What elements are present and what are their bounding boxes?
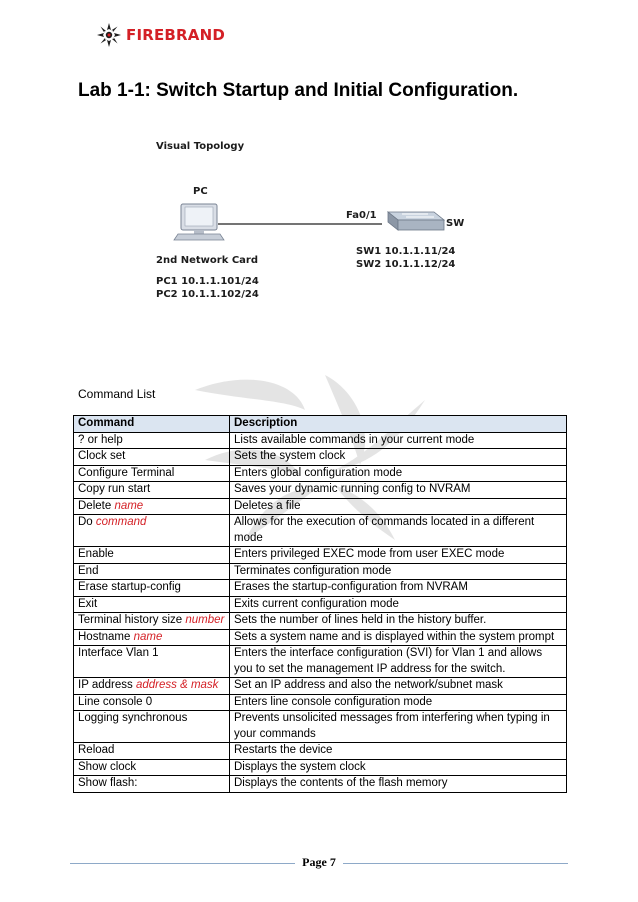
page-footer	[70, 855, 568, 871]
command-text: Copy run start	[78, 483, 151, 495]
port-label: Fa0/1	[346, 210, 377, 221]
command-cell	[74, 743, 230, 760]
table-row	[74, 498, 567, 515]
table-row	[74, 743, 567, 760]
command-text: End	[78, 564, 99, 577]
command-text: Show flash:	[78, 777, 138, 789]
command-text: Logging synchronous	[78, 712, 188, 724]
pc-label: PC	[193, 186, 208, 197]
command-text: ? or help	[78, 433, 123, 446]
command-cell	[74, 613, 230, 630]
pc1-address: PC1 10.1.1.101/24	[156, 276, 259, 287]
firebrand-logo	[96, 22, 225, 48]
description-cell: Enters line console configuration mode	[230, 694, 567, 711]
visual-topology-diagram	[150, 134, 480, 309]
command-text: Terminal history size	[78, 614, 186, 626]
description-cell: Terminates configuration mode	[230, 563, 567, 580]
table-row	[74, 711, 567, 743]
command-cell	[74, 629, 230, 646]
table-body	[74, 432, 567, 792]
table-row	[74, 547, 567, 564]
table-row	[74, 432, 567, 449]
command-cell	[74, 449, 230, 466]
command-cell	[74, 646, 230, 678]
command-text: Erase startup-config	[78, 581, 181, 593]
command-argument: number	[185, 614, 225, 626]
command-text: Line console 0	[78, 695, 153, 708]
table-caption: Command List	[78, 387, 156, 401]
command-cell	[74, 694, 230, 711]
command-text: Delete	[78, 499, 115, 512]
description-cell: Set an IP address and also the network/subnet mask	[230, 678, 567, 695]
table-row	[74, 449, 567, 466]
description-cell: Enters privileged EXEC mode from user EXEC mode	[230, 547, 567, 564]
table-row	[74, 515, 567, 547]
table-row	[74, 482, 567, 499]
command-argument: name	[114, 499, 144, 512]
command-cell	[74, 596, 230, 613]
table-row	[74, 678, 567, 695]
description-cell: Prevents unsolicited messages from interfering when typing in your commands	[230, 711, 567, 743]
description-cell: Displays the contents of the flash memory	[230, 776, 567, 793]
description-cell: Restarts the device	[230, 743, 567, 760]
description-cell: Deletes a file	[230, 498, 567, 515]
page-number: Page 7	[302, 855, 336, 869]
description-cell: Sets a system name and is displayed within the system prompt	[230, 629, 567, 646]
column-header-description: Description	[230, 416, 567, 433]
command-cell	[74, 563, 230, 580]
command-cell	[74, 678, 230, 695]
column-header-command: Command	[74, 416, 230, 433]
command-cell	[74, 776, 230, 793]
table-row	[74, 596, 567, 613]
firebrand-emblem-icon	[96, 22, 122, 48]
description-cell: Enters the interface configuration (SVI) for Vlan 1 and allows you to set the management IP address for the switch.	[230, 646, 567, 678]
command-text: Hostname	[78, 630, 134, 643]
description-cell: Erases the startup-configuration from NVRAM	[230, 580, 567, 597]
table-row	[74, 465, 567, 482]
command-cell	[74, 465, 230, 482]
command-cell	[74, 580, 230, 597]
table-row	[74, 759, 567, 776]
table-row	[74, 694, 567, 711]
description-cell: Exits current configuration mode	[230, 596, 567, 613]
command-argument: address & mask	[135, 679, 219, 691]
command-text: Show clock	[78, 760, 137, 773]
command-text: Exit	[78, 597, 98, 610]
footer-rule-right	[343, 863, 568, 864]
description-cell: Enters global configuration mode	[230, 465, 567, 482]
command-argument: name	[133, 630, 163, 643]
table-row	[74, 563, 567, 580]
topology-heading: Visual Topology	[156, 141, 245, 152]
command-table	[73, 415, 567, 793]
logo-text: FIREBRAND	[126, 26, 226, 44]
command-cell	[74, 515, 230, 547]
pc-icon	[174, 204, 224, 240]
command-text: IP address	[78, 679, 136, 691]
command-text: Clock set	[78, 450, 126, 462]
command-argument: command	[95, 516, 147, 528]
table-row	[74, 613, 567, 630]
switch-icon	[388, 212, 444, 230]
command-cell	[74, 482, 230, 499]
table-row	[74, 776, 567, 793]
description-cell: Lists available commands in your current mode	[230, 432, 567, 449]
description-cell: Sets the system clock	[230, 449, 567, 466]
sw2-address: SW2 10.1.1.12/24	[356, 259, 456, 270]
command-cell	[74, 498, 230, 515]
description-cell: Saves your dynamic running config to NVRAM	[230, 482, 567, 499]
command-text: Configure Terminal	[78, 466, 175, 479]
command-cell	[74, 432, 230, 449]
switch-label: SW	[446, 218, 465, 229]
command-text: Do	[78, 516, 96, 528]
pc2-address: PC2 10.1.1.102/24	[156, 289, 259, 300]
command-cell	[74, 711, 230, 743]
page-title: Lab 1-1: Switch Startup and Initial Configuration.	[78, 80, 519, 101]
command-text: Interface Vlan 1	[78, 647, 159, 659]
description-cell: Sets the number of lines held in the history buffer.	[230, 613, 567, 630]
description-cell: Displays the system clock	[230, 759, 567, 776]
command-text: Reload	[78, 744, 115, 756]
table-row	[74, 646, 567, 678]
nic-label: 2nd Network Card	[156, 255, 258, 266]
command-cell	[74, 547, 230, 564]
sw1-address: SW1 10.1.1.11/24	[356, 246, 456, 257]
description-cell: Allows for the execution of commands located in a different mode	[230, 515, 567, 547]
table-row	[74, 629, 567, 646]
table-header-row	[74, 416, 567, 433]
command-cell	[74, 759, 230, 776]
table-row	[74, 580, 567, 597]
command-text: Enable	[78, 548, 114, 560]
